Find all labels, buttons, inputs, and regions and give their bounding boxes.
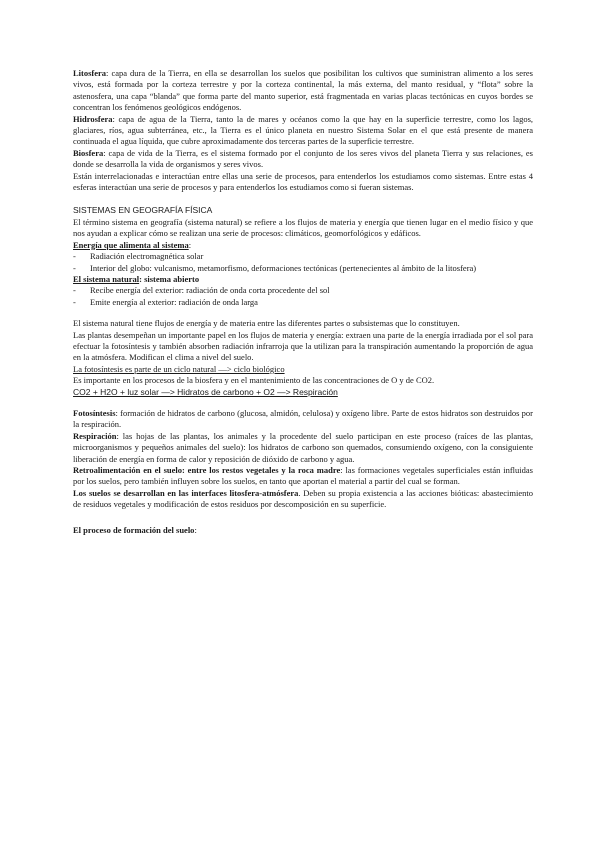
abierto-list — [73, 285, 533, 308]
paragraph-hidrosfera — [73, 114, 533, 148]
section-heading: SISTEMAS EN GEOGRAFÍA FÍSICA — [73, 205, 213, 216]
paragraph-biosfera — [73, 148, 533, 171]
paragraph-fotosintesis — [73, 408, 533, 431]
paragraph-interrelacionadas: Están interrelacionadas e interactúan entre ellas una serie de procesos, para entenderlos los estudiamos como sistemas. Entre estas 4 esferas interactúan una serie de procesos y para entenderlos los estudiamos como si fueran sistemas. — [73, 170, 533, 193]
final-heading — [73, 525, 533, 536]
term-suelos: Los suelos se desarrollan en las interfaces litosfera-atmósfera — [73, 487, 299, 498]
text-respiracion: : las hojas de las plantas, los animales y la procedente del suelo participan en este proceso (raíces de las plantas, microorganismos y pequeños animales del suelo): los hidratos de carbono son quemados, consumiendo oxígeno, con la consiguiente liberación de energía en forma de calor y reposición de dióxido de carbono y agua. — [73, 430, 533, 464]
paragraph-flujos: El sistema natural tiene flujos de energía y de materia entre las diferentes partes o subsistemas que lo constituyen. — [73, 318, 460, 329]
term-respiracion: Respiración — [73, 430, 117, 441]
equation-photosynthesis: CO2 + H2O + luz solar —> Hidratos de carbono + O2 —> Respiración — [73, 386, 338, 397]
paragraph-plantas: Las plantas desempeñan un importante papel en los flujos de materia y energía: extraen una parte de la energía irradiada por el sol para efectuar la fotosíntesis y también absorben radiación infrarroja que la utilizan para la transpiración aumentando la proporción de agua en la atmósfera. Modifican el clima a nivel del suelo. — [73, 329, 533, 363]
abierto-title-b: : sistema abierto — [139, 273, 200, 284]
list-item: - Emite energía al exterior: radiación de onda larga — [90, 297, 533, 308]
paragraph-sistema-definicion: El término sistema en geografía (sistema natural) se refiere a los flujos de materia y energía que tienen lugar en el medio físico y que nos ayudan a explicar cómo se realizan una serie de procesos: climáticos, geomorfológicos y edáficos. — [73, 216, 533, 239]
paragraph-suelos — [73, 488, 533, 511]
energia-list — [73, 251, 533, 274]
text-suelos: . Deben su propia existencia a las acciones bióticas: abastecimiento de residuos vegetales y modificación de estos residuos por descomposición en su superficie. — [73, 487, 533, 510]
energia-title: Energía que alimenta al sistema — [73, 239, 189, 250]
list-item: - Recibe energía del exterior: radiación de onda corta procedente del sol — [90, 285, 533, 296]
text-biosfera: : capa de vida de la Tierra, es el sistema formado por el conjunto de los seres vivos del planeta Tierra y sus relaciones, es donde se desarrolla la vida de organismos y seres vivos. — [73, 147, 533, 170]
text-hidrosfera: : capa de agua de la Tierra, tanto la de mares y océanos como la que hay en la superficie terrestre, como los lagos, glaciares, ríos, agua subterránea, etc., la Tierra es el único planeta en nuestro Sistema Solar en el que está presente de manera continuada el agua líquida, que cubre aproximadamente dos terceras partes de la superficie terrestre. — [73, 113, 533, 147]
final-colon: : — [194, 524, 197, 535]
list-item: - Radiación electromagnética solar — [90, 251, 533, 262]
energia-heading — [73, 240, 533, 251]
paragraph-ciclo-biologico: La fotosíntesis es parte de un ciclo natural —> ciclo biológico — [73, 363, 285, 374]
text-fotosintesis: : formación de hidratos de carbono (glucosa, almidón, celulosa) y oxígeno libre. Parte de estos hidratos son destruidos por la respiración. — [73, 407, 533, 430]
text-retroalimentacion: : las formaciones vegetales superficiales están influidas por los suelos, pero también influyen sobre los suelos, en tanto que aportan el material a partir del cual se forman. — [73, 465, 533, 487]
document-page — [73, 68, 533, 536]
energia-colon: : — [188, 239, 192, 250]
paragraph-importante: Es importante en los procesos de la biosfera y en el mantenimiento de las concentraciones de O y de CO2. — [73, 375, 435, 386]
term-retroalimentacion: Retroalimentación en el suelo: entre los restos vegetales y la roca madre — [73, 465, 341, 475]
abierto-heading — [73, 274, 533, 285]
paragraph-litosfera — [73, 68, 533, 114]
term-biosfera: Biosfera — [73, 147, 104, 158]
paragraph-retroalimentacion — [73, 465, 533, 488]
text-litosfera: : capa dura de la Tierra, en ella se desarrollan los suelos que posibilitan los cultivos que suministran alimento a los seres vivos, está formada por la corteza terrestre y por la corteza continental, la más externa, del manto residual, y “flota” sobre la astenosfera, una capa “blanda” que forma parte del manto superior, está fragmentada en varias placas tectónicas en cuyos bordes se concentran los fenómenos geológicos endógenos. — [73, 68, 533, 113]
final-title: El proceso de formación del suelo — [73, 524, 195, 535]
abierto-title-a: El sistema natural — [73, 273, 140, 284]
term-litosfera: Litosfera — [73, 68, 107, 78]
term-hidrosfera: Hidrosfera — [73, 113, 113, 124]
paragraph-respiracion — [73, 431, 533, 465]
list-item: - Interior del globo: vulcanismo, metamorfismo, deformaciones tectónicas (pertenecientes al ámbito de la litosfera) — [90, 263, 533, 274]
term-fotosintesis: Fotosíntesis — [73, 407, 116, 418]
